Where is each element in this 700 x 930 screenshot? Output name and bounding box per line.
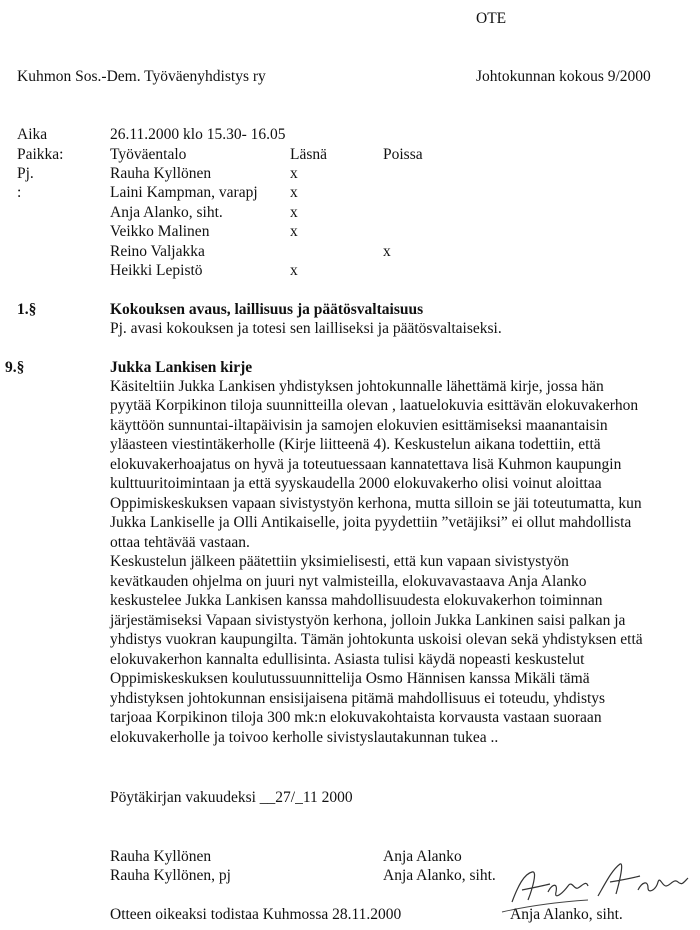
body-line: ottaa tehtävää vastaan.: [110, 534, 250, 551]
attendee-present-mark: x: [290, 204, 298, 221]
section-1-number: 1.§: [17, 301, 37, 318]
chair-label: Pj.: [17, 165, 34, 182]
minutes-verification: Pöytäkirjan vakuudeksi __27/_11 2000: [110, 789, 353, 806]
organization-name: Kuhmon Sos.-Dem. Työväenyhdistys ry: [17, 68, 266, 85]
section-9-number: 9.§: [5, 359, 25, 376]
attendee-present-mark: x: [290, 223, 298, 240]
section-1-title: Kokouksen avaus, laillisuus ja päätösvaltaisuus: [110, 301, 424, 318]
body-line: elokuvakerhoajatus on hyvä ja toteutuessaan kannatettava lisä Kuhmon kaupungin: [110, 456, 622, 473]
body-line: käyttöön sunnuntai-iltapäivisin ja samojen elokuvien esittämiseksi maanantaisin: [110, 417, 608, 434]
body-line: yläasteen viestintäkerholle (Kirje liitteenä 4). Keskustelun aikana todettiin, että: [110, 436, 601, 453]
signatory-chair: Rauha Kyllönen: [110, 848, 212, 865]
signatory-secretary-title: Anja Alanko, siht.: [383, 867, 496, 884]
body-line: Oppimiskeskuksen vapaan sivistystyön kerhona, mutta silloin se jäi toteutumatta, kun: [110, 495, 642, 512]
body-line: Oppimiskeskuksen koulutussuunnittelija Osmo Hännisen kanssa Mikäli tämä: [110, 670, 590, 687]
attendee-name: Veikko Malinen: [110, 223, 210, 240]
body-line: elokuvakerholle ja toivoo kerholle sivistyslautakunnan tukea ..: [110, 729, 499, 746]
body-line: yhdistys vuokran kaupungilta. Tämän johtokunta uskoisi olevan sekä yhdistyksen että: [110, 631, 643, 648]
time-value: 26.11.2000 klo 15.30- 16.05: [110, 126, 286, 143]
time-label: Aika: [17, 126, 48, 143]
signatory-secretary: Anja Alanko: [383, 848, 462, 865]
certification-line: Otteen oikeaksi todistaa Kuhmossa 28.11.2000: [110, 906, 402, 923]
attendee-name: Reino Valjakka: [110, 243, 205, 260]
colon-label: :: [17, 184, 22, 201]
meeting-title: Johtokunnan kokous 9/2000: [476, 68, 651, 85]
absent-header: Poissa: [383, 146, 423, 163]
attendee-name: Rauha Kyllönen: [110, 165, 212, 182]
body-line: järjestämiseksi Vapaan sivistystyön kerhona, jolloin Jukka Lankinen saisi palkan ja: [110, 612, 626, 629]
attendee-present-mark: x: [290, 262, 298, 279]
body-line: kevätkauden ohjelma on juuri nyt valmisteilla, elokuvavastaava Anja Alanko: [110, 573, 587, 590]
body-line: yhdistyksen johtokunnan ensisijaisena pitämä mahdollisuus ei toteudu, yhdistys: [110, 690, 606, 707]
section-9-title: Jukka Lankisen kirje: [110, 359, 253, 376]
body-line: tarjoaa Korpikinon tiloja 300 mk:n elokuvakohtaista korvausta vastaan suoraan: [110, 709, 602, 726]
place-label: Paikka:: [17, 146, 64, 163]
attendee-absent-mark: x: [383, 243, 391, 260]
signer-name: Anja Alanko, siht.: [510, 906, 623, 923]
present-header: Läsnä: [290, 146, 328, 163]
attendee-name: Anja Alanko, siht.: [110, 204, 223, 221]
excerpt-label: OTE: [476, 10, 507, 27]
attendee-present-mark: x: [290, 184, 298, 201]
signatory-chair-title: Rauha Kyllönen, pj: [110, 867, 231, 884]
attendee-name: Heikki Lepistö: [110, 262, 203, 279]
body-line: Käsiteltiin Jukka Lankisen yhdistyksen johtokunnalle lähettämä kirje, jossa hän: [110, 378, 604, 395]
attendee-name: Laini Kampman, varapj: [110, 184, 258, 201]
section-1-text: Pj. avasi kokouksen ja totesi sen lailliseksi ja päätösvaltaiseksi.: [110, 320, 502, 337]
body-line: Keskustelun jälkeen päätettiin yksimielisesti, että kun vapaan sivistystyön: [110, 553, 569, 570]
body-line: elokuvakerhon kannalta edullisinta. Asiasta tulisi käydä nopeasti keskustelut: [110, 651, 585, 668]
body-line: pyytää Korpikinon tiloja suunnitteilla olevan , laatuelokuvia esittävän elokuvakerhon: [110, 397, 639, 414]
place-value: Työväentalo: [110, 146, 187, 163]
body-line: keskustelee Jukka Lankisen kanssa mahdollisuudesta elokuvakerhon toiminnan: [110, 592, 603, 609]
body-line: Jukka Lankiselle ja Olli Antikaiselle, joita pyydettiin ”vetäjiksi” ei ollut mahdollista: [110, 514, 632, 531]
attendee-present-mark: x: [290, 165, 298, 182]
body-line: kulttuuritoimintaan ja että syyskaudella 2000 elokuvakerho olisi voinut aloittaa: [110, 475, 602, 492]
